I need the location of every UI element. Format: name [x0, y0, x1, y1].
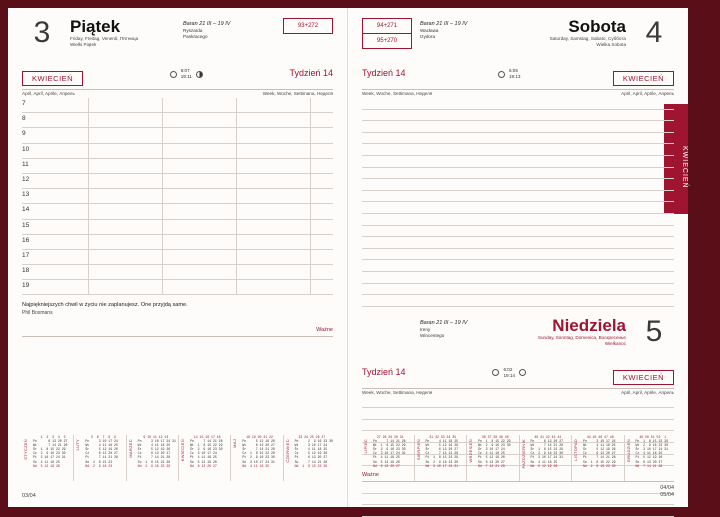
left-quote-text: Najpiękniejszych chwil w życiu nie zaplanujesz. One przyjdą same. — [22, 302, 188, 309]
mini-row: Pt 5 12 19 26 — [635, 455, 663, 460]
mini-row: Śr 2 9 16 23 30 — [373, 447, 406, 452]
hour-row — [22, 280, 333, 295]
note-line — [362, 260, 674, 272]
mini-row: Śr 5 12 19 26 — [137, 447, 171, 452]
saturday-day-number: 4 — [645, 16, 663, 49]
mini-row: Cz 6 13 20 27 — [85, 451, 118, 456]
left-day-header — [22, 18, 333, 64]
sunday-day-name: Niedziela — [552, 315, 626, 335]
mini-row: Pn 2 9 16 23 30 — [294, 439, 333, 444]
sunday-zodiac-wrap — [420, 317, 512, 339]
sunday-week-translit: Week, Woche, Settimana, Неделя — [362, 389, 433, 395]
mini-row: So 3 10 17 24 31 — [242, 459, 275, 464]
left-month-translit: April, April, Aprile, Апрель — [22, 91, 75, 96]
mini-week-numbers: 44 45 46 47 48 — [583, 435, 614, 439]
note-line — [362, 482, 674, 494]
mini-row: So 4 11 18 25 — [33, 459, 60, 464]
saturday-name-wrap — [520, 18, 626, 48]
mini-row: So 1 8 15 22 29 — [137, 459, 171, 464]
mini-row: Cz 4 11 18 25 — [635, 451, 663, 456]
mini-row: Wt 4 11 18 25 — [137, 443, 171, 448]
mini-row: Cz 3 10 17 24 — [189, 451, 217, 456]
note-line — [362, 202, 674, 214]
mini-calendar-month: WRZESIEŃ — [468, 439, 473, 463]
hour-label: 17 — [22, 251, 30, 259]
right-page — [348, 8, 688, 507]
hour-row — [22, 113, 333, 128]
mini-row: Wt 7 14 21 28 — [530, 443, 564, 448]
note-line — [362, 121, 674, 133]
saturday-sun-moon — [498, 68, 521, 80]
mini-row: Śr 5 12 19 26 — [583, 447, 616, 452]
mini-row: Pt 4 11 18 25 — [189, 455, 217, 460]
saturday-zodiac: Baran 21 III – 19 IV — [420, 21, 468, 27]
left-nameday-2: Pankracego — [183, 34, 208, 39]
hour-label: 16 — [22, 236, 30, 244]
note-line — [362, 133, 674, 145]
left-quote-block — [22, 301, 333, 317]
mini-row: Pn 1 8 15 22 29 — [635, 439, 669, 444]
mini-week-numbers: 5 6 7 8 9 — [85, 435, 116, 439]
right-mini-calendars — [362, 435, 674, 481]
mini-week-numbers: 36 37 38 39 40 — [478, 435, 509, 439]
note-line — [362, 272, 674, 284]
left-page-footer: 03/04 — [22, 493, 36, 499]
hour-label: 10 — [22, 145, 30, 153]
mini-row: Śr 7 14 21 28 — [242, 447, 275, 452]
mini-row: Wt 1 8 15 22 29 — [373, 443, 406, 448]
mini-week-numbers: 31 32 33 34 35 — [425, 435, 457, 439]
mini-row: Nd 7 14 21 28 — [635, 463, 663, 468]
sunday-week-label: Tydzień 14 — [362, 366, 406, 377]
mini-row: Nd 2 9 16 23 — [85, 463, 113, 468]
sunrise-icon — [170, 71, 177, 78]
left-month-week-strip — [22, 68, 333, 94]
mini-calendar-month: LUTY — [75, 439, 81, 451]
hour-row — [22, 204, 333, 219]
saturday-subnames-2: Wielka Sobota — [596, 42, 626, 47]
mini-row: Cz 4 11 18 25 — [478, 451, 505, 456]
left-mini-calendars — [22, 435, 333, 481]
mini-calendar — [519, 435, 570, 481]
saturday-week-translit: Week, Woche, Settimana, Неделя — [362, 91, 433, 96]
mini-row: So 5 12 19 26 — [189, 459, 217, 464]
mini-week-numbers: 14 15 16 17 18 — [189, 435, 221, 439]
mini-calendar-grid — [138, 435, 176, 468]
mini-row: Pt 7 14 21 28 — [85, 455, 118, 460]
hour-row — [22, 128, 333, 143]
mini-row: Nd 7 14 21 28 — [478, 463, 505, 468]
mini-row: Cz 3 10 17 24 31 — [373, 451, 406, 456]
mini-calendar-month: SIERPIEŃ — [415, 439, 421, 461]
hour-label: 9 — [22, 130, 26, 138]
mini-row: So 2 9 16 23 30 — [425, 459, 459, 464]
mini-row: Pn 1 8 15 22 29 — [478, 439, 511, 444]
mini-row: Pn 7 14 21 28 — [189, 439, 223, 444]
mini-calendar-month: MARZEC — [127, 439, 133, 458]
right-important-label: Ważne — [362, 472, 379, 479]
left-sunset: 19:11 — [180, 74, 192, 79]
sunday-name-wrap — [520, 317, 626, 347]
mini-row: Cz 2 9 16 23 30 — [530, 451, 564, 456]
hour-row — [22, 98, 333, 113]
saturday-daycount-box-2: 95+270 — [362, 34, 412, 49]
note-line — [362, 191, 674, 203]
mini-row: Pt 6 13 20 27 — [294, 455, 328, 460]
mini-row: Śr 3 10 17 24 — [478, 447, 505, 452]
saturday-daycount-box-1: 94+271 — [362, 18, 412, 34]
sunday-month-translit: April, April, Aprile, Апрель — [621, 389, 674, 395]
mini-row: So 1 8 15 22 29 — [583, 459, 616, 464]
left-month-badge: KWIECIEŃ — [22, 71, 83, 86]
mini-calendar-grid — [583, 435, 622, 468]
mini-row: Pt 4 11 18 25 — [373, 455, 400, 460]
mini-calendar — [283, 435, 333, 481]
left-week-translit: Week, Woche, Settimana, Неделя — [262, 91, 333, 96]
mini-row: Wt 4 11 18 25 — [85, 443, 118, 448]
mini-row: Pn 3 10 17 24 31 — [137, 439, 176, 444]
hour-row — [22, 220, 333, 235]
mini-calendar — [178, 435, 228, 481]
mini-calendar-month: PAŹDZIERNIK — [520, 439, 526, 469]
mini-row: Cz 5 12 19 26 — [294, 451, 328, 456]
left-important-label: Ważne — [316, 327, 333, 334]
mini-row: Pn 6 13 20 27 — [33, 439, 68, 444]
left-day-name-wrap — [70, 18, 175, 48]
saturday-day-header — [362, 18, 674, 64]
sunday-nameday-2: Wincentego — [420, 332, 445, 338]
saturday-subnames: Saturday, Samstag, Sabato, Суббота — [549, 36, 626, 41]
left-day-name: Piątek — [70, 17, 121, 36]
mini-row: Śr 4 11 18 25 — [294, 447, 328, 452]
hour-label: 19 — [22, 282, 30, 290]
note-line — [362, 214, 674, 226]
mini-row: Nd 5 12 19 26 — [33, 463, 60, 468]
note-line — [362, 249, 674, 261]
sunday-subnames-2: Wielkanoc — [604, 340, 626, 346]
mini-row: Pt 2 9 16 23 30 — [242, 455, 275, 460]
mini-calendar — [22, 435, 71, 481]
mini-row: So 7 14 21 28 — [294, 459, 328, 464]
note-line — [362, 420, 674, 432]
mini-row: Pn 3 10 17 24 — [85, 439, 118, 444]
mini-calendar-grid — [242, 435, 280, 468]
sunday-month-badge: KWIECIEŃ — [613, 370, 674, 385]
mini-row: Cz 7 14 21 28 — [425, 451, 459, 456]
mini-row: Cz 6 13 20 27 — [583, 451, 616, 456]
sunday-sunrise: 6:02 — [503, 366, 513, 372]
mini-calendar — [466, 435, 517, 481]
left-hour-lines — [22, 98, 333, 295]
hour-row — [22, 174, 333, 189]
hour-label: 11 — [22, 160, 29, 168]
left-important-rule — [22, 336, 333, 337]
left-sun-times — [181, 68, 192, 80]
left-zodiac: Baran 21 III – 19 IV — [183, 21, 231, 27]
note-line — [362, 179, 674, 191]
mini-row: Wt 6 13 20 27 — [242, 443, 275, 448]
hour-label: 15 — [22, 221, 30, 229]
mini-row: Wt 2 9 16 23 30 — [478, 443, 511, 448]
mini-row: Pt 7 14 21 28 — [583, 455, 616, 460]
mini-row: Nd 4 11 18 25 — [242, 463, 270, 468]
mini-row: Pt 7 14 21 28 — [137, 455, 171, 460]
mini-row: Wt 5 12 19 26 — [425, 443, 459, 448]
saturday-nameday-1: Wacława — [420, 28, 439, 33]
mini-row: Śr 1 8 15 22 29 — [530, 447, 564, 452]
mini-calendar-month: MAJ — [232, 439, 238, 448]
saturday-day-name: Sobota — [568, 17, 626, 36]
note-line — [362, 156, 674, 168]
mini-week-numbers: 27 28 29 30 31 — [373, 435, 404, 439]
mini-row: Wt 4 11 18 25 — [583, 443, 616, 448]
left-day-number: 3 — [33, 16, 51, 49]
left-week-label: Tydzień 14 — [289, 68, 333, 78]
mini-row: Śr 2 9 16 23 30 — [189, 447, 223, 452]
mini-row: Śr 6 13 20 27 — [425, 447, 459, 452]
mini-calendar-grid — [478, 435, 517, 468]
mini-week-numbers: 49 50 51 52 1 — [635, 435, 667, 439]
left-sun-moon — [170, 68, 203, 80]
mini-calendar-grid — [190, 435, 228, 468]
note-line — [362, 295, 674, 307]
sunday-subnames: Sunday, Sonntag, Domenica, Воскресенье — [537, 334, 626, 340]
sunday-sunset: 19:14 — [503, 372, 515, 378]
mini-row: Pn 4 11 18 25 — [425, 439, 459, 444]
mini-row: Wt 3 10 17 24 — [294, 443, 328, 448]
saturday-sunrise: 6:05 — [508, 68, 518, 73]
hour-label: 18 — [22, 267, 30, 275]
mini-week-numbers: 23 24 25 26 27 — [294, 435, 326, 439]
left-day-subnames: Friday, Freitag, Venerdi, Пятница — [70, 36, 139, 41]
mini-calendar — [73, 435, 123, 481]
mini-calendar-month: GRUDZIEŃ — [625, 439, 631, 463]
mini-calendar-month: STYCZEŃ — [23, 439, 28, 460]
mini-calendar — [414, 435, 465, 481]
mini-row: Śr 3 10 17 24 31 — [635, 447, 669, 452]
left-day-subnames-2: Wielki Piątek — [70, 42, 97, 47]
mini-row: Pn 7 14 21 28 — [373, 439, 406, 444]
left-daycount-wrap — [283, 18, 333, 34]
hour-label: 13 — [22, 191, 30, 199]
mini-row: Śr 1 8 15 22 29 — [33, 447, 66, 452]
mini-row: Pn 6 13 20 27 — [530, 439, 564, 444]
mini-week-numbers: 1 2 3 4 5 — [33, 435, 66, 439]
mini-calendar — [624, 435, 675, 481]
note-line — [362, 408, 674, 420]
hour-row — [22, 250, 333, 265]
mini-calendar — [362, 435, 412, 481]
mini-row: Wt 7 14 21 28 — [33, 443, 68, 448]
saturday-zodiac-wrap — [420, 18, 512, 40]
note-line — [362, 144, 674, 156]
left-quote-author: Phil Bosmans — [22, 310, 53, 317]
right-page-footer — [660, 485, 674, 499]
sunday-nameday-1: Ireny — [420, 326, 431, 332]
mini-row: So 1 8 15 22 — [85, 459, 113, 464]
mini-calendar-month: CZERWIEC — [284, 439, 290, 463]
left-day-number-wrap — [22, 18, 62, 48]
mini-calendar-grid — [426, 435, 465, 468]
mini-row: Cz 1 8 15 22 29 — [242, 451, 275, 456]
note-line — [362, 494, 674, 506]
hour-row — [22, 159, 333, 174]
sunday-number-wrap — [634, 314, 674, 348]
mini-row: Śr 5 12 19 26 — [85, 447, 118, 452]
hour-row — [22, 189, 333, 204]
hour-label: 7 — [22, 100, 26, 107]
mini-row: So 4 11 18 25 — [530, 459, 558, 464]
left-sunrise: 6:07 — [180, 68, 190, 73]
mini-calendar-grid — [531, 435, 570, 468]
saturday-month-badge: KWIECIEŃ — [613, 71, 674, 86]
mini-row: Nd 3 10 17 24 31 — [425, 463, 459, 468]
mini-row: Pn 3 10 17 24 — [583, 439, 616, 444]
note-line — [362, 397, 674, 409]
saturday-number-wrap — [634, 18, 674, 48]
mini-calendar-grid — [85, 435, 123, 468]
sunday-sun-times — [503, 367, 515, 379]
hour-label: 12 — [22, 175, 30, 183]
mini-row: Wt 2 9 16 23 30 — [635, 443, 669, 448]
mini-row: So 6 13 20 27 — [478, 459, 505, 464]
left-nameday-1: Ryszarda — [183, 28, 203, 33]
mini-calendar — [230, 435, 280, 481]
mini-row: Cz 6 13 20 27 — [137, 451, 171, 456]
sunday-month-week-strip — [362, 367, 674, 393]
mini-row: Pt 1 8 15 22 29 — [425, 455, 459, 460]
saturday-daycount-wrap — [362, 18, 412, 49]
note-line — [362, 110, 674, 122]
hour-row — [22, 265, 333, 280]
mini-calendar-grid — [33, 435, 71, 468]
mini-row: Nd 2 9 16 23 30 — [137, 463, 171, 468]
mini-row: So 5 12 19 26 — [373, 459, 400, 464]
mini-calendar-month: LISTOPAD — [573, 439, 578, 461]
sunday-sun-moon — [492, 367, 526, 379]
mini-week-numbers: 40 41 42 43 44 — [530, 435, 562, 439]
mini-row: Nd 6 13 20 27 — [373, 463, 400, 468]
mini-row: So 6 13 20 27 — [635, 459, 663, 464]
right-footer-line-2: 05/04 — [660, 492, 674, 498]
mini-calendar-grid — [636, 435, 675, 468]
mini-row: Nd 6 13 20 27 — [189, 463, 217, 468]
right-footer-line-1: 04/04 — [660, 485, 674, 491]
saturday-month-translit: April, April, Aprile, Апрель — [621, 91, 674, 96]
sunrise-icon — [498, 71, 505, 78]
mini-row: Cz 2 9 16 23 30 — [33, 451, 66, 456]
mini-calendar-grid — [295, 435, 333, 468]
sunday-day-header — [362, 314, 674, 363]
saturday-week-label: Tydzień 14 — [362, 68, 406, 78]
mini-week-numbers: 9 10 11 12 13 — [137, 435, 169, 439]
left-page — [8, 8, 348, 507]
sunday-day-number: 5 — [645, 314, 663, 348]
left-daycount-box: 93+272 — [283, 18, 333, 34]
sunday-zodiac: Baran 21 III – 19 IV — [420, 319, 468, 326]
mini-row: Pt 5 12 19 26 — [478, 455, 505, 460]
saturday-note-lines[interactable] — [362, 98, 674, 307]
moon-phase-icon — [196, 71, 203, 78]
note-line — [362, 168, 674, 180]
mini-row: Pt 3 10 17 24 31 — [530, 455, 564, 460]
note-line — [362, 237, 674, 249]
mini-row: Pn 5 12 19 26 — [242, 439, 275, 444]
left-zodiac-wrap — [183, 18, 275, 40]
mini-calendar-month: LIPIEC — [363, 439, 368, 454]
note-line — [362, 226, 674, 238]
hour-label: 14 — [22, 206, 30, 214]
moon-phase-icon — [519, 369, 526, 376]
hour-row — [22, 235, 333, 250]
mini-row: Nd 1 8 15 22 29 — [294, 463, 328, 468]
hour-label: 8 — [22, 115, 26, 123]
saturday-sun-times — [509, 68, 521, 80]
note-line — [362, 505, 674, 517]
saturday-nameday-2: Izydora — [420, 34, 436, 39]
thumb-index-tab[interactable]: KWIECIEŃ — [664, 104, 688, 214]
saturday-sunset: 19:13 — [508, 74, 521, 79]
diary-spread — [8, 8, 688, 507]
hour-row — [22, 144, 333, 159]
mini-week-numbers: 18 19 20 21 22 — [242, 435, 273, 439]
mini-row: Nd 5 12 19 26 — [530, 463, 558, 468]
mini-row: Nd 2 9 16 23 30 — [583, 463, 616, 468]
mini-calendar-grid — [373, 435, 412, 468]
mini-calendar — [126, 435, 176, 481]
mini-calendar — [571, 435, 622, 481]
note-line — [362, 98, 674, 110]
saturday-month-week-strip — [362, 68, 674, 94]
mini-calendar-month: KWIECIEŃ — [179, 439, 185, 462]
left-important-area[interactable] — [22, 327, 333, 337]
sunrise-icon — [492, 369, 499, 376]
mini-row: Pt 3 10 17 24 31 — [33, 455, 66, 460]
note-line — [362, 284, 674, 296]
mini-row: Wt 1 8 15 22 29 — [189, 443, 223, 448]
